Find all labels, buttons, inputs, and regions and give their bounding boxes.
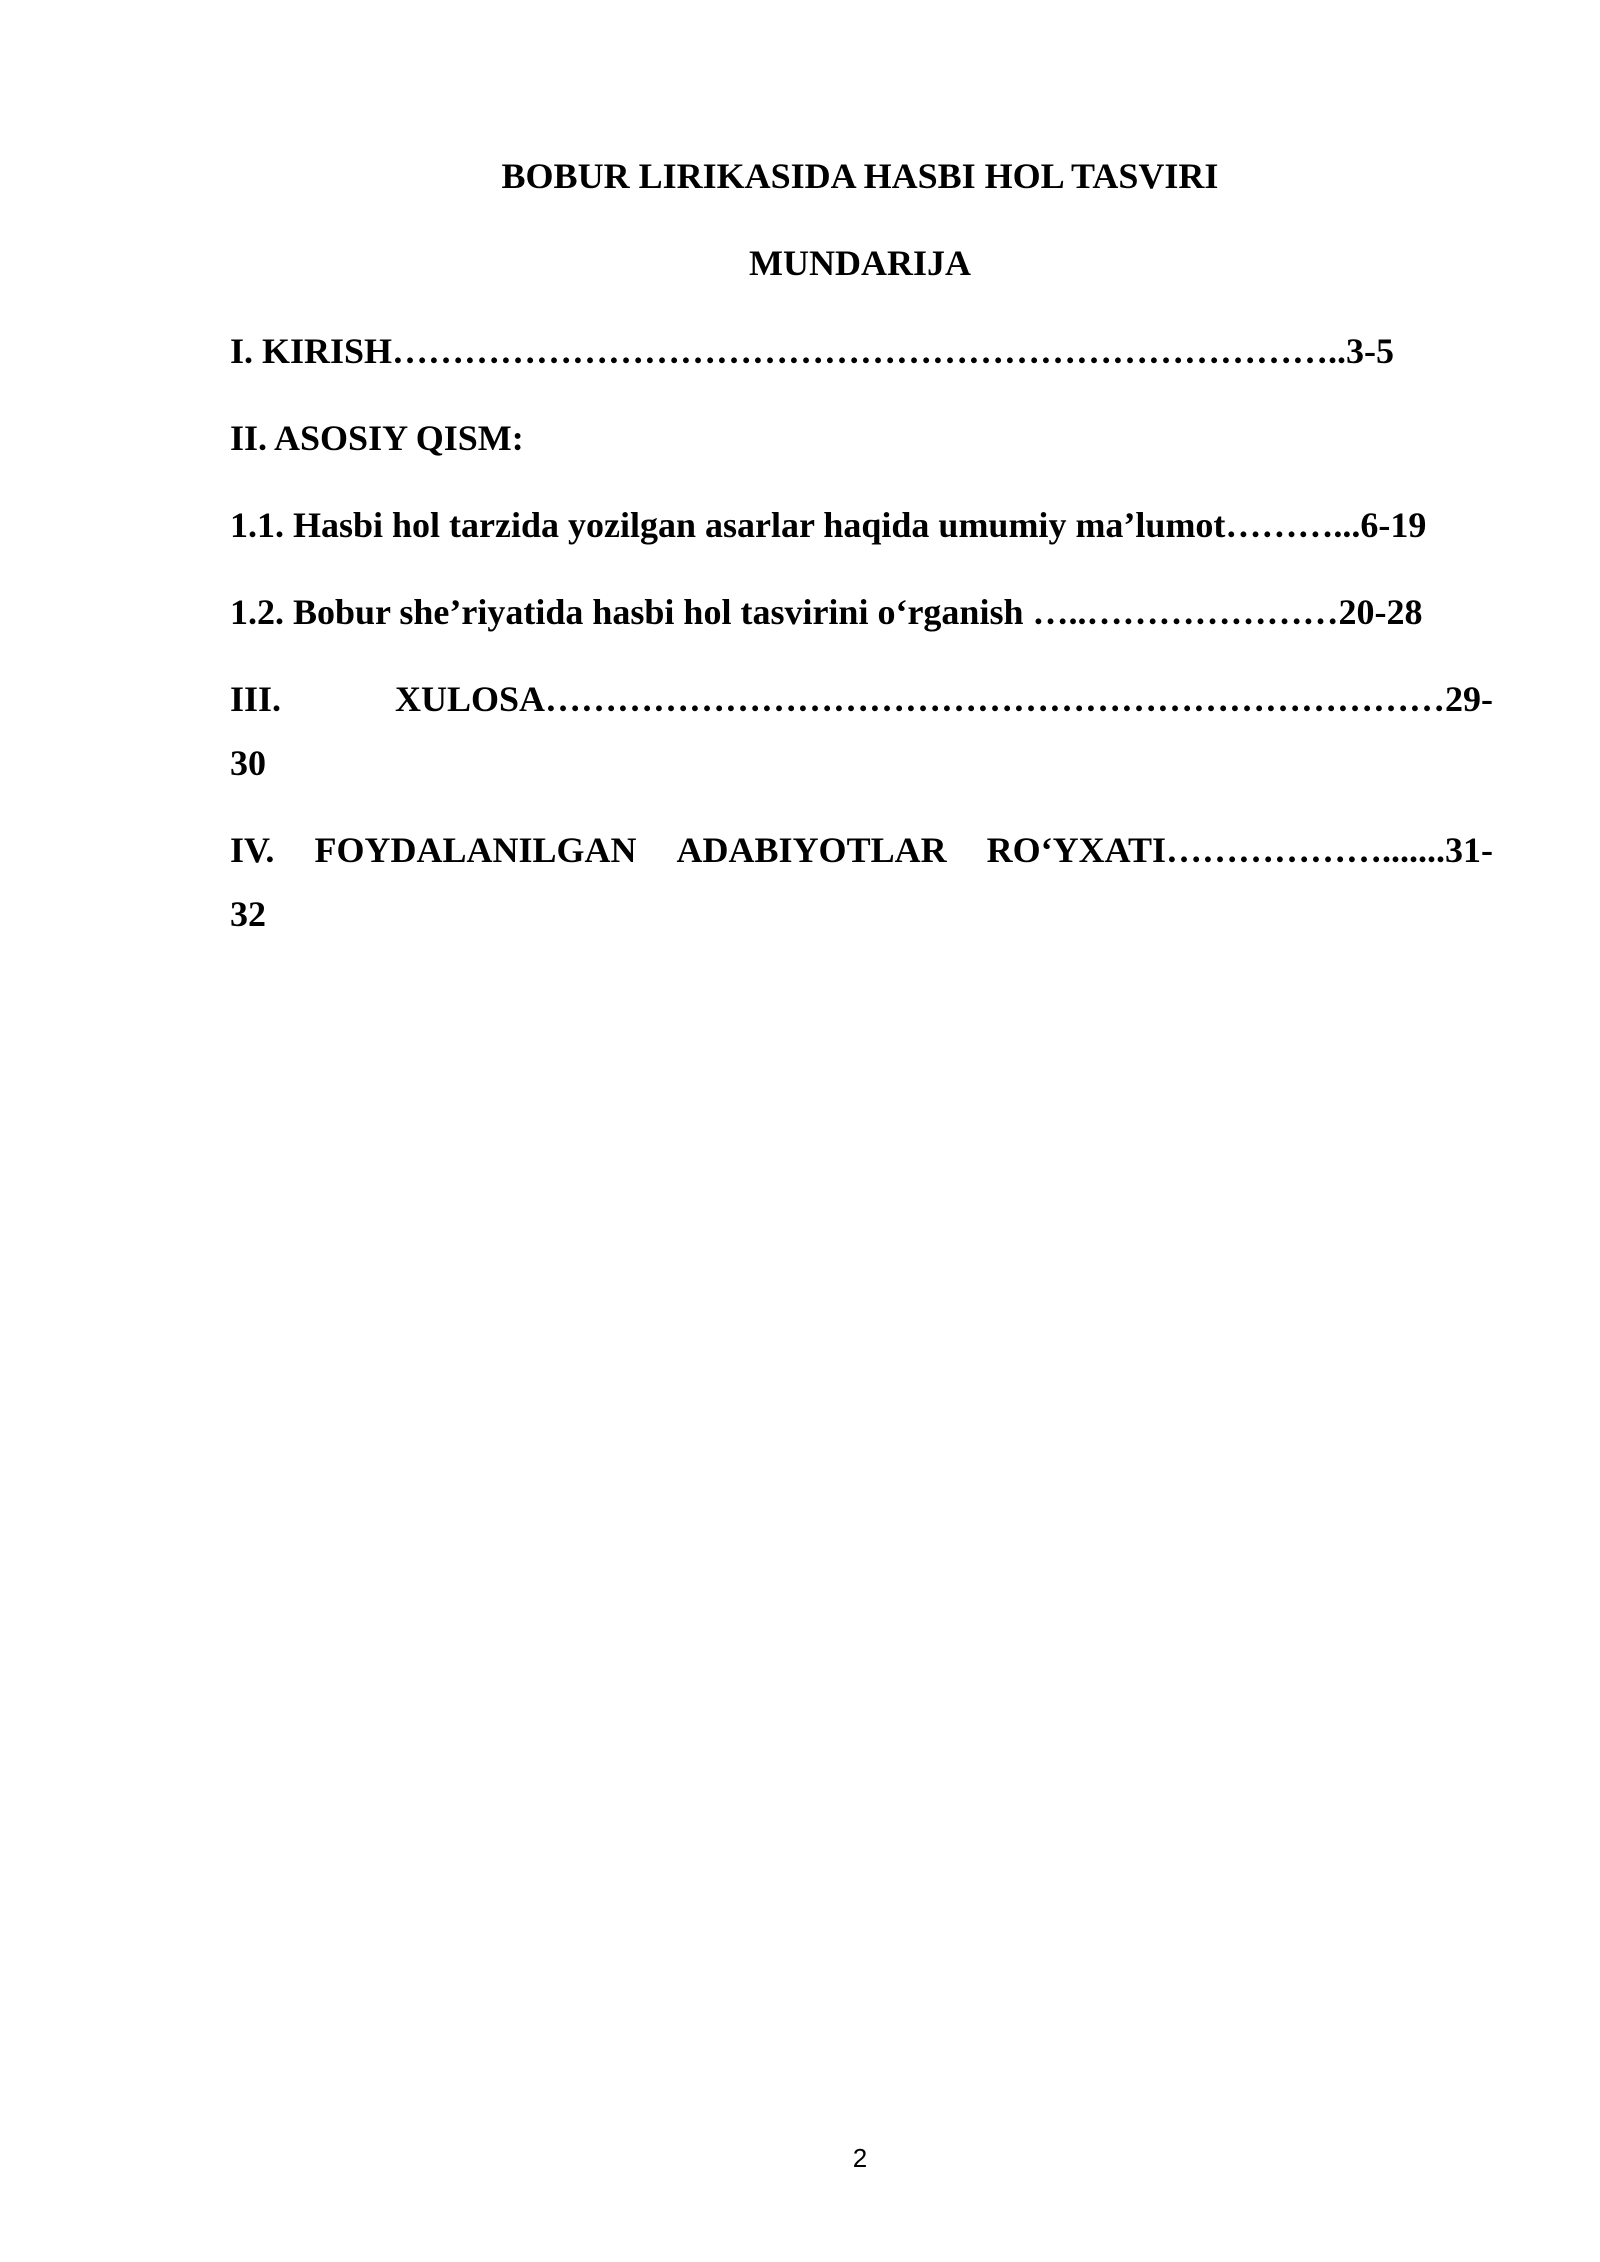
toc-entry-xulosa-number: III.	[230, 679, 282, 719]
toc-entry-adabiyotlar-word-1: FOYDALANILGAN	[314, 830, 637, 870]
toc-entry-adabiyotlar-word-2: ADABIYOTLAR	[676, 830, 947, 870]
page-number: 2	[852, 2143, 868, 2173]
toc-entry-xulosa-text: XULOSA…………………………………………………………………29-	[394, 679, 1493, 719]
toc-entry-xulosa-continuation: 30	[230, 743, 266, 783]
toc-entry-xulosa	[230, 673, 1493, 725]
toc-entry-adabiyotlar-continuation: 32	[230, 894, 266, 934]
toc-entry-section-1-1: 1.1. Hasbi hol tarzida yozilgan asarlar haqida umumiy ma’lumot………...6-19	[230, 505, 1427, 545]
toc-entry-section-1-2: 1.2. Bobur she’riyatida hasbi hol tasvirini o‘rganish …..…………………20-28	[230, 592, 1423, 632]
toc-entry-kirish: I. KIRISH……………………………………………………………………..3-5	[230, 331, 1395, 371]
toc-entry-adabiyotlar	[230, 824, 1493, 876]
toc-entry-adabiyotlar-word-3: RO‘YXATI……………….......31-	[986, 830, 1493, 870]
toc-entry-asosiy-qism: II. ASOSIY QISM:	[230, 418, 524, 458]
document-title: BOBUR LIRIKASIDA HASBI HOL TASVIRI	[501, 156, 1219, 196]
toc-heading: MUNDARIJA	[749, 243, 971, 283]
toc-entry-adabiyotlar-number: IV.	[230, 830, 275, 870]
